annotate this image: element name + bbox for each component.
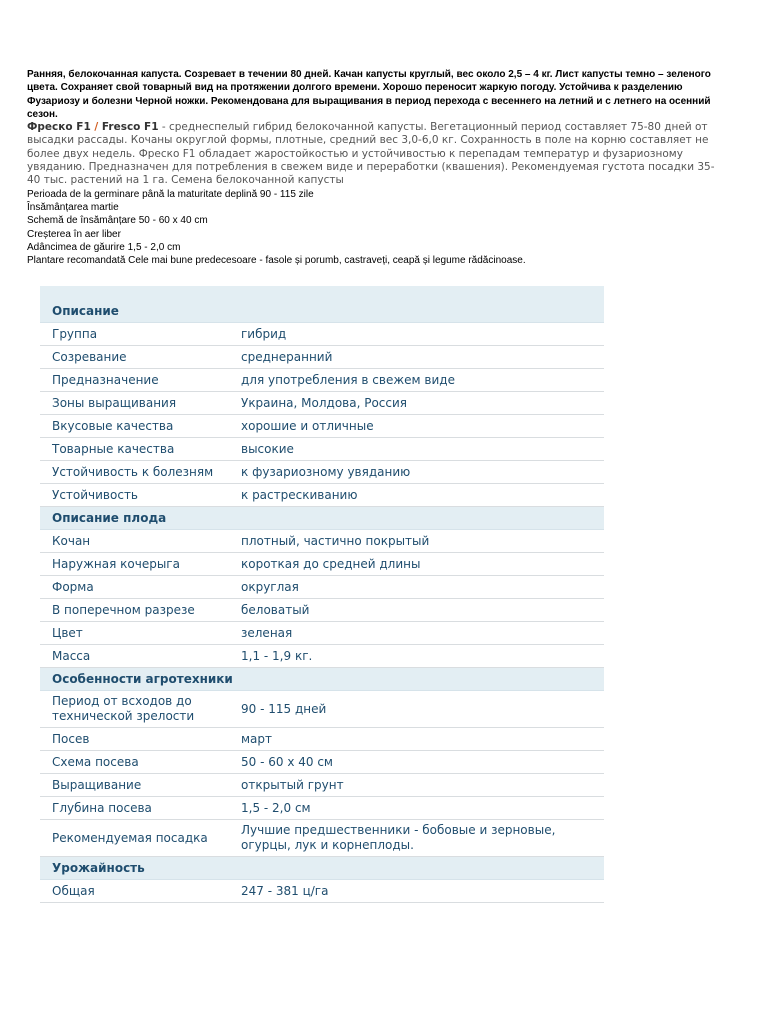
table-row [40,599,604,622]
table-row [40,751,604,774]
table-row [40,484,604,507]
table-row [40,880,604,903]
row-value: округлая [229,576,604,599]
row-label: Общая [40,880,229,903]
table-row [40,576,604,599]
row-label: Вкусовые качества [40,415,229,438]
row-label: Выращивание [40,774,229,797]
section-header [40,300,604,323]
row-value: зеленая [229,622,604,645]
section-header [40,857,604,880]
row-label: Предназначение [40,369,229,392]
row-value: среднеранний [229,346,604,369]
table-row [40,820,604,857]
row-value: короткая до средней длины [229,553,604,576]
table-row [40,797,604,820]
row-value: к растрескиванию [229,484,604,507]
row-label: Глубина посева [40,797,229,820]
section-header [40,668,604,691]
row-label: Масса [40,645,229,668]
row-value: беловатый [229,599,604,622]
intro-ru-paragraph: Ранняя, белокочанная капуста. Созревает в течении 80 дней. Качан капусты круглый, вес около 2,5 – 4 кг. Лист капусты темно – зеленого цвета. Сохраняет свой товарный вид на протяжении долгого времени. Хорошо переносит жаркую погоду. Устойчива к разделению Фузариозу и болезни Черной ножки. Рекомендована для выращивания в период перехода с весеннего на летний и с летнего на осенний сезон. [27,69,711,120]
row-value: 90 - 115 дней [229,691,604,728]
table-row [40,622,604,645]
row-value: март [229,728,604,751]
table-row [40,691,604,728]
row-value: хорошие и отличные [229,415,604,438]
table-row [40,392,604,415]
product-name-lat: Fresco F1 [101,121,159,134]
table-row [40,346,604,369]
intro-text [27,68,717,267]
row-value: высокие [229,438,604,461]
table-row [40,645,604,668]
table-row [40,530,604,553]
product-name-ru: Фреско F1 [27,121,91,134]
product-description: - среднеспелый гибрид белокочанной капусты. Вегетационный период составляет 75-80 дней от высадки рассады. Кочаны округлой формы, плотные, средний вес 3,0-6,0 кг. Сохранность в поле на корню составляет не более двух недель. Фреско F1 обладает жаростойкостью и устойчивостью к перепадам температур и фузариозному увяданию. Предназначен для потребления в свежем виде и переработки (квашения). Рекомендуемая густота посадки 35-40 тыс. растений на 1 га. Семена белокочанной капусты [27,121,715,187]
table-row [40,323,604,346]
row-value: гибрид [229,323,604,346]
row-label: Группа [40,323,229,346]
table-row [40,369,604,392]
ro-line-scheme: Schemă de însămânțare 50 - 60 x 40 cm [27,215,208,227]
row-label: Созревание [40,346,229,369]
section-header [40,507,604,530]
row-label: Устойчивость [40,484,229,507]
row-label: Период от всходов до технической зрелости [40,691,229,728]
row-label: Посев [40,728,229,751]
row-value: к фузариозному увяданию [229,461,604,484]
row-label: Товарные качества [40,438,229,461]
row-label: Зоны выращивания [40,392,229,415]
table-row [40,438,604,461]
row-value: открытый грунт [229,774,604,797]
row-value: Лучшие предшественники - бобовые и зерновые, огурцы, лук и корнеплоды. [229,820,604,857]
row-value: 1,1 - 1,9 кг. [229,645,604,668]
row-value: плотный, частично покрытый [229,530,604,553]
table-row [40,553,604,576]
table-top-band [40,286,604,300]
product-description-paragraph [27,121,717,187]
ro-line-sowing: Însămânțarea martie [27,201,119,213]
section-title: Особенности агротехники [40,668,604,691]
ro-line-depth: Adâncimea de găurire 1,5 - 2,0 cm [27,241,181,253]
row-label: Схема посева [40,751,229,774]
specs-table [40,286,604,903]
row-label: Устойчивость к болезням [40,461,229,484]
row-label: Цвет [40,622,229,645]
section-title: Описание [40,300,604,323]
row-label: Рекомендуемая посадка [40,820,229,857]
row-label: Кочан [40,530,229,553]
section-title: Урожайность [40,857,604,880]
table-row [40,774,604,797]
row-label: Форма [40,576,229,599]
product-name-separator: / [90,121,102,134]
row-label: Наружная кочерыга [40,553,229,576]
ro-line-growing: Creșterea în aer liber [27,228,121,240]
row-value: 50 - 60 х 40 см [229,751,604,774]
row-value: Украина, Молдова, Россия [229,392,604,415]
ro-line-period: Perioada de la germinare până la maturitate deplină 90 - 115 zile [27,188,314,200]
section-title: Описание плода [40,507,604,530]
row-label: В поперечном разрезе [40,599,229,622]
row-value: для употребления в свежем виде [229,369,604,392]
table-row [40,728,604,751]
ro-line-planting: Plantare recomandată Cele mai bune predecesoare - fasole și porumb, castraveți, ceapă și legume rădăcinoase. [27,255,526,267]
row-value: 1,5 - 2,0 см [229,797,604,820]
table-row [40,461,604,484]
row-value: 247 - 381 ц/га [229,880,604,903]
table-row [40,415,604,438]
